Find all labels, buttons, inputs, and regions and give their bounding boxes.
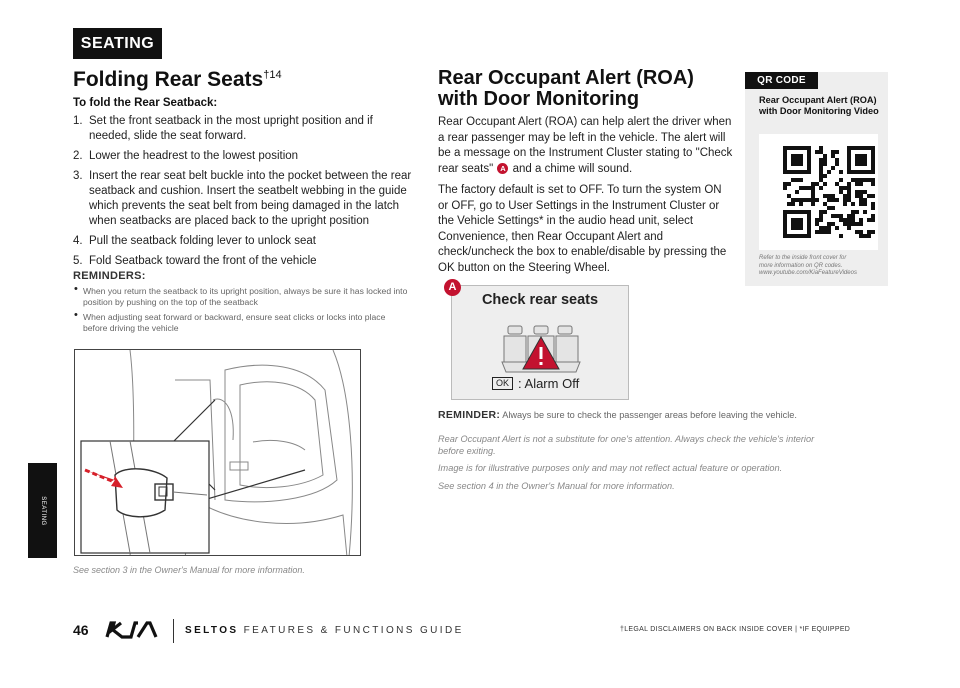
step-text: Lower the headrest to the lowest position bbox=[89, 150, 299, 162]
step-number: 4. bbox=[73, 235, 83, 247]
side-tab-label: SEATING bbox=[39, 495, 46, 526]
reminder-text: Always be sure to check the passenger areas before leaving the vehicle. bbox=[502, 410, 797, 420]
side-section-tab bbox=[28, 463, 57, 558]
footer-divider bbox=[173, 619, 174, 643]
fold-subhead: To fold the Rear Seatback: bbox=[73, 97, 218, 109]
step-item bbox=[73, 114, 413, 144]
reminder-label: REMINDER: bbox=[438, 409, 501, 421]
cluster-message: Check rear seats bbox=[481, 292, 599, 308]
note-item: See section 4 in the Owner's Manual for more information. bbox=[438, 480, 675, 491]
step-text: Pull the seatback folding lever to unlock seat bbox=[89, 235, 316, 247]
cluster-ok-row bbox=[492, 376, 579, 391]
page-number: 46 bbox=[73, 622, 89, 638]
step-text: Set the front seatback in the most upright position and if needed, slide the seat forward. bbox=[89, 115, 373, 142]
roa-p1-text: Rear Occupant Alert (ROA) can help alert the driver when a rear passenger may be left in the vehicle. The alert will be a message on the Instrument Cluster stating to "Check rear seats" bbox=[438, 116, 733, 175]
qr-title: Rear Occupant Alert (ROA) with Door Monitoring Video bbox=[759, 95, 879, 116]
step-item bbox=[73, 254, 413, 269]
folding-rear-seats-title bbox=[73, 68, 282, 92]
qr-panel bbox=[745, 72, 888, 286]
roa-title-line2: with Door Monitoring bbox=[438, 88, 640, 110]
qr-footnote bbox=[759, 255, 884, 278]
qr-code[interactable] bbox=[783, 146, 875, 238]
step-number: 2. bbox=[73, 150, 83, 162]
step-text: Insert the rear seat belt buckle into the pocket between the rear seatback and cushion. Insert the seatbelt webbing in the guide which prevents the seat belt from being damaged in the latch when seatbacks are placed back to the upright position bbox=[89, 170, 412, 227]
roa-title bbox=[438, 68, 698, 110]
step-number: 3. bbox=[73, 170, 83, 182]
seat-illustration bbox=[75, 350, 361, 556]
step-number: 1. bbox=[73, 115, 83, 127]
legal-disclaimer: †LEGAL DISCLAIMERS ON BACK INSIDE COVER | *IF EQUIPPED bbox=[620, 626, 851, 633]
step-number: 5. bbox=[73, 255, 83, 267]
reminder-item: • When you return the seatback to its upright position, always be sure it has locked into position by pushing on the top of the seatback bbox=[73, 286, 408, 307]
callout-a-badge: A bbox=[497, 163, 508, 174]
instrument-cluster-display bbox=[451, 285, 629, 400]
warning-triangle-icon bbox=[522, 336, 560, 370]
alarm-off-text: : Alarm Off bbox=[518, 376, 580, 391]
fold-steps-list bbox=[73, 114, 413, 274]
title-text: Folding Rear Seats bbox=[73, 68, 264, 91]
owners-manual-note: See section 3 in the Owner's Manual for more information. bbox=[73, 565, 305, 575]
reminder-item: • When adjusting seat forward or backward, ensure seat clicks or locks into place before driving the vehicle bbox=[73, 312, 408, 333]
reminders-heading: REMINDERS: bbox=[73, 270, 146, 282]
roa-p1-text-end: and a chime will sound. bbox=[512, 162, 633, 175]
kia-logo bbox=[104, 621, 160, 639]
roa-paragraph-1 bbox=[438, 115, 733, 177]
step-item bbox=[73, 234, 413, 249]
section-tab: SEATING bbox=[73, 28, 162, 59]
model-name: SELTOS bbox=[185, 625, 239, 636]
qr-code-frame bbox=[759, 134, 878, 250]
note-item: Image is for illustrative purposes only and may not reflect actual feature or operation. bbox=[438, 463, 783, 473]
roa-notes bbox=[438, 434, 838, 498]
step-item bbox=[73, 169, 413, 229]
reminders-list bbox=[73, 286, 408, 338]
guide-text: FEATURES & FUNCTIONS GUIDE bbox=[243, 625, 464, 636]
note-item: Rear Occupant Alert is not a substitute for one's attention. Always check the vehicle's interior before exiting. bbox=[438, 434, 815, 456]
qr-foot-link[interactable]: www.youtube.com/KiaFeatureVideos bbox=[759, 270, 857, 276]
roa-reminder bbox=[438, 409, 797, 421]
qr-foot-line2: more information on QR codes. bbox=[759, 262, 843, 269]
roa-body bbox=[438, 115, 733, 282]
callout-a-marker: A bbox=[444, 279, 461, 296]
step-item bbox=[73, 149, 413, 164]
roa-title-line1: Rear Occupant Alert (ROA) bbox=[438, 67, 694, 89]
qr-tag: QR CODE bbox=[745, 72, 818, 89]
step-text: Fold Seatback toward the front of the vehicle bbox=[89, 255, 317, 267]
rear-seat-illustration bbox=[74, 349, 361, 556]
ok-key: OK bbox=[492, 377, 513, 390]
roa-paragraph-2: The factory default is set to OFF. To turn the system ON or OFF, go to User Settings in the Instrument Cluster or the Vehicle Settings* in the audio head unit, select Convenience, then Rear Occupant Alert and check/uncheck the box to enable/disable by pressing the OK button on the Steering Wheel. bbox=[438, 184, 727, 274]
qr-foot-line1: Refer to the inside front cover for bbox=[759, 255, 847, 261]
guide-title bbox=[185, 625, 464, 636]
title-superscript: †14 bbox=[263, 69, 282, 81]
